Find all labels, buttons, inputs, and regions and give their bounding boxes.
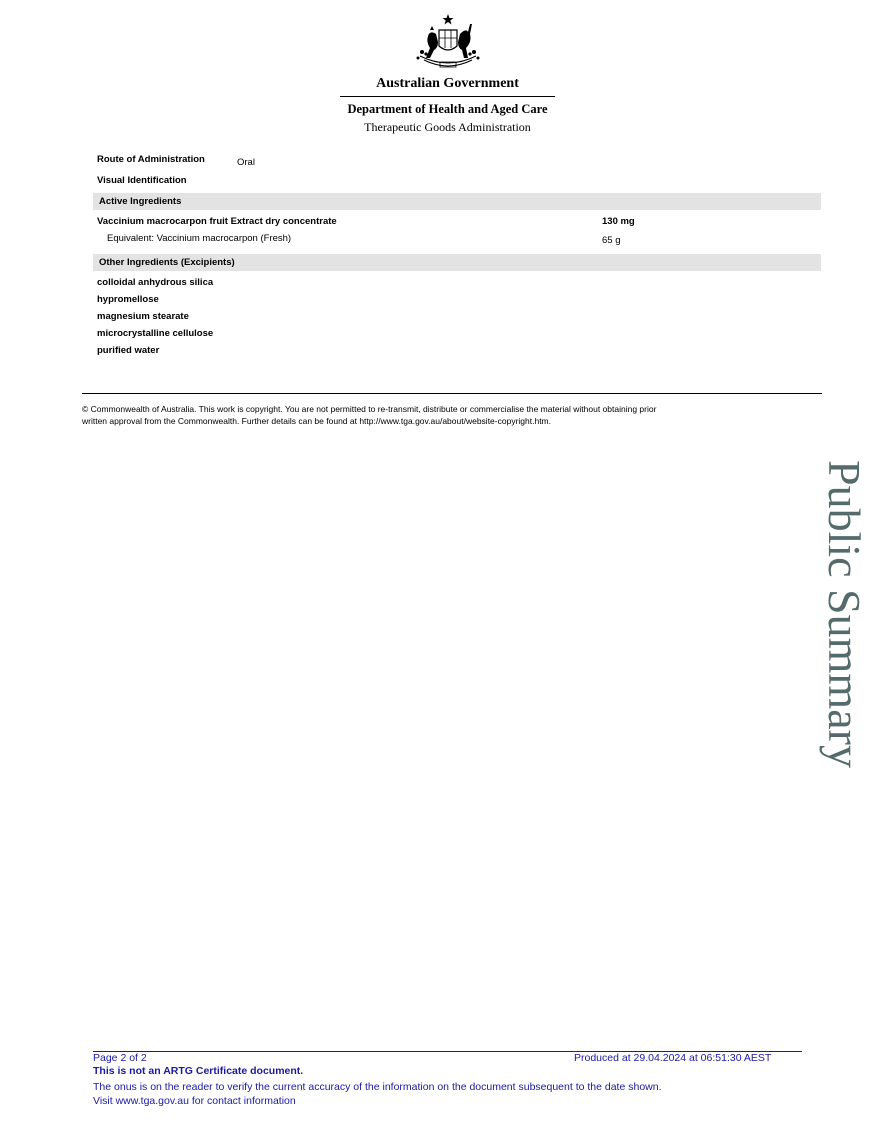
produced-timestamp: Produced at 29.04.2024 at 06:51:30 AEST — [574, 1052, 772, 1064]
active-ingredients-heading: Active Ingredients — [99, 196, 182, 207]
page-number: Page 2 of 2 — [93, 1052, 147, 1064]
header-divider — [340, 96, 555, 97]
other-ingredients-heading: Other Ingredients (Excipients) — [99, 257, 235, 268]
active-ingredient-name: Vaccinium macrocarpon fruit Extract dry concentrate — [97, 216, 337, 227]
excipient-item: colloidal anhydrous silica — [97, 277, 214, 288]
copyright-notice — [82, 403, 822, 427]
other-ingredients-header — [93, 254, 821, 271]
excipient-item: hypromellose — [97, 294, 159, 305]
route-label: Route of Administration — [97, 154, 205, 165]
onus-notice: The onus is on the reader to verify the current accuracy of the information on the document subsequent to the date shown. — [93, 1081, 662, 1093]
public-summary-watermark — [820, 460, 868, 860]
active-ingredients-header — [93, 193, 821, 210]
agency-title: Therapeutic Goods Administration — [364, 120, 531, 134]
copyright-line: © Commonwealth of Australia. This work is copyright. You are not permitted to re-transmit, distribute or commercialise the material without obtaining prior — [82, 404, 657, 414]
contact-notice: Visit www.tga.gov.au for contact information — [93, 1095, 296, 1107]
coat-of-arms-logo — [408, 12, 488, 74]
equivalent-ingredient-name: Equivalent: Vaccinium macrocarpon (Fresh) — [107, 233, 292, 244]
excipient-item: magnesium stearate — [97, 311, 189, 322]
department-title: Department of Health and Aged Care — [347, 102, 548, 116]
visual-identification-label: Visual Identification — [97, 175, 187, 186]
excipient-item: microcrystalline cellulose — [97, 328, 214, 339]
watermark-text: Public Summary — [819, 460, 870, 768]
copyright-divider — [82, 393, 822, 394]
excipient-item: purified water — [97, 345, 160, 356]
route-value: Oral — [237, 157, 255, 168]
government-title: Australian Government — [376, 76, 519, 91]
active-ingredient-amount: 130 mg — [602, 216, 635, 227]
not-certificate-notice: This is not an ARTG Certificate document. — [93, 1065, 304, 1077]
equivalent-ingredient-amount: 65 g — [602, 235, 621, 246]
copyright-line: written approval from the Commonwealth. Further details can be found at http://www.tga.gov.au/about/website-copyright.htm. — [82, 416, 551, 426]
